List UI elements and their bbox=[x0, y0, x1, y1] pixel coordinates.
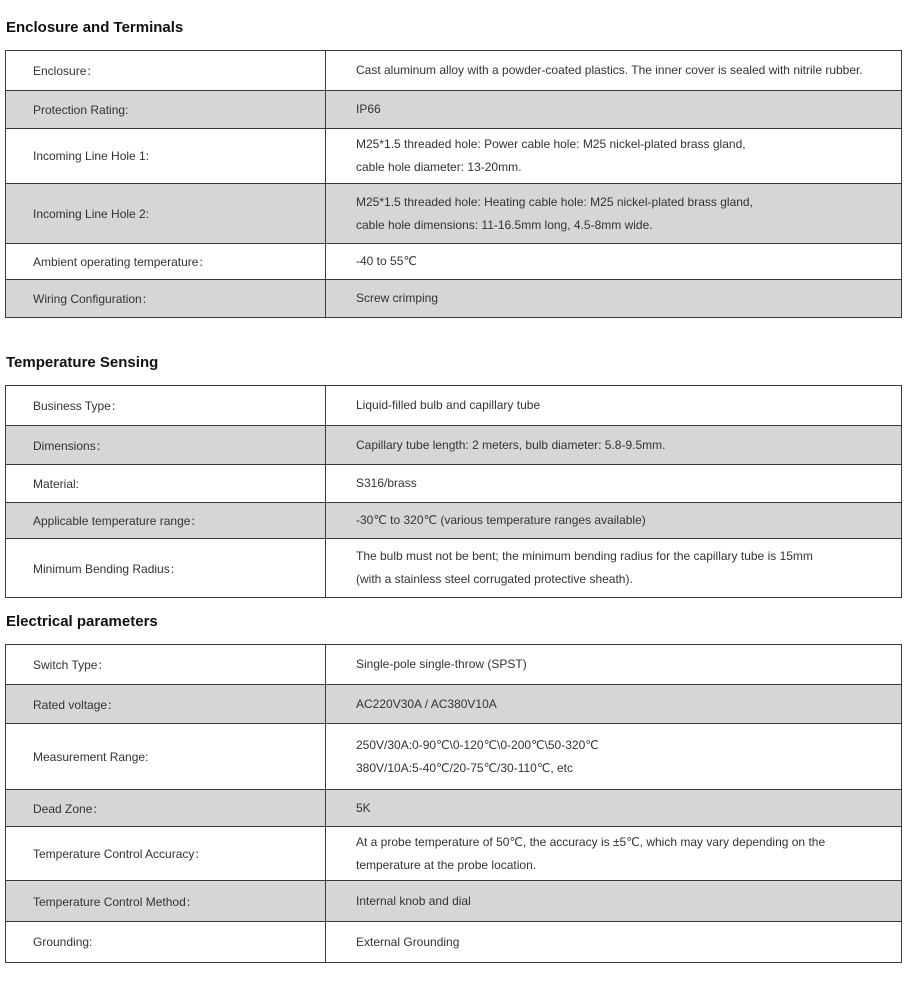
row-label: Dead Zone： bbox=[6, 790, 326, 827]
row-value bbox=[326, 465, 902, 503]
row-value bbox=[326, 645, 902, 685]
table-row bbox=[6, 790, 902, 827]
table-row bbox=[6, 685, 902, 724]
value-line: cable hole diameter: 13-20mm. bbox=[356, 160, 522, 174]
section-title-electrical: Electrical parameters bbox=[6, 613, 158, 630]
value-line: -30℃ to 320℃ (various temperature ranges available) bbox=[356, 513, 646, 527]
row-label: Business Type： bbox=[6, 386, 326, 426]
row-value bbox=[326, 685, 902, 724]
table-row bbox=[6, 129, 902, 184]
row-value bbox=[326, 244, 902, 280]
value-line: External Grounding bbox=[356, 934, 460, 949]
row-label: Minimum Bending Radius： bbox=[6, 539, 326, 598]
row-label: Protection Rating: bbox=[6, 91, 326, 129]
row-label: Temperature Control Accuracy： bbox=[6, 827, 326, 881]
table-row bbox=[6, 724, 902, 790]
row-value bbox=[326, 503, 902, 539]
table-row bbox=[6, 922, 902, 963]
value-line: 5K bbox=[356, 800, 371, 815]
row-label: Ambient operating temperature： bbox=[6, 244, 326, 280]
row-label: Wiring Configuration： bbox=[6, 280, 326, 318]
table-row bbox=[6, 386, 902, 426]
row-value bbox=[326, 922, 902, 963]
value-line: Liquid-filled bulb and capillary tube bbox=[356, 398, 541, 412]
row-label: Rated voltage： bbox=[6, 685, 326, 724]
value-line: Internal knob and dial bbox=[356, 893, 471, 908]
row-value bbox=[326, 51, 902, 91]
row-value bbox=[326, 280, 902, 318]
row-value bbox=[326, 426, 902, 465]
row-label: Switch Type： bbox=[6, 645, 326, 685]
row-label: Incoming Line Hole 2: bbox=[6, 184, 326, 244]
value-line: AC220V30A / AC380V10A bbox=[356, 696, 497, 711]
row-label: Material: bbox=[6, 465, 326, 503]
enclosure-spec-table bbox=[5, 50, 902, 318]
row-value bbox=[326, 129, 902, 184]
table-row bbox=[6, 881, 902, 922]
row-label: Applicable temperature range： bbox=[6, 503, 326, 539]
row-value bbox=[326, 386, 902, 426]
row-label: Enclosure： bbox=[6, 51, 326, 91]
section-title-temperature-sensing: Temperature Sensing bbox=[6, 354, 159, 371]
value-line: S316/brass bbox=[356, 476, 417, 490]
value-line: temperature at the probe location. bbox=[356, 857, 537, 872]
value-line: (with a stainless steel corrugated protective sheath). bbox=[356, 572, 633, 586]
value-line: 250V/30A:0-90℃\0-120℃\0-200℃\50-320℃ bbox=[356, 737, 599, 752]
value-line: M25*1.5 threaded hole: Power cable hole: M25 nickel-plated brass gland, bbox=[356, 137, 746, 151]
row-value bbox=[326, 724, 902, 790]
value-line: IP66 bbox=[356, 102, 381, 116]
row-label: Grounding: bbox=[6, 922, 326, 963]
value-line: Screw crimping bbox=[356, 291, 439, 305]
row-label: Measurement Range: bbox=[6, 724, 326, 790]
row-value bbox=[326, 881, 902, 922]
value-line: Single-pole single-throw (SPST) bbox=[356, 657, 527, 671]
row-value bbox=[326, 790, 902, 827]
table-row bbox=[6, 645, 902, 685]
table-row bbox=[6, 51, 902, 91]
section-title-enclosure: Enclosure and Terminals bbox=[6, 19, 184, 36]
row-label: Incoming Line Hole 1: bbox=[6, 129, 326, 184]
table-row bbox=[6, 184, 902, 244]
row-value bbox=[326, 91, 902, 129]
value-line: 380V/10A:5-40℃/20-75℃/30-110℃, etc bbox=[356, 760, 574, 775]
table-row bbox=[6, 244, 902, 280]
row-label: Temperature Control Method： bbox=[6, 881, 326, 922]
table-row bbox=[6, 539, 902, 598]
table-row bbox=[6, 426, 902, 465]
value-line: The bulb must not be bent; the minimum bending radius for the capillary tube is 15mm bbox=[356, 549, 813, 563]
value-line: At a probe temperature of 50℃, the accuracy is ±5℃, which may vary depending on the bbox=[356, 834, 826, 849]
table-row bbox=[6, 91, 902, 129]
row-label: Dimensions： bbox=[6, 426, 326, 465]
value-line: -40 to 55℃ bbox=[356, 254, 417, 268]
row-value bbox=[326, 184, 902, 244]
table-row bbox=[6, 827, 902, 881]
electrical-spec-table bbox=[5, 644, 902, 963]
table-row bbox=[6, 465, 902, 503]
table-row bbox=[6, 503, 902, 539]
value-line: Capillary tube length: 2 meters, bulb diameter: 5.8-9.5mm. bbox=[356, 437, 666, 452]
row-value bbox=[326, 827, 902, 881]
table-row bbox=[6, 280, 902, 318]
value-line: M25*1.5 threaded hole: Heating cable hole: M25 nickel-plated brass gland, bbox=[356, 194, 753, 209]
value-line: cable hole dimensions: 11-16.5mm long, 4.5-8mm wide. bbox=[356, 217, 653, 232]
value-line: Cast aluminum alloy with a powder-coated plastics. The inner cover is sealed with nitrile rubber. bbox=[356, 63, 863, 77]
row-value bbox=[326, 539, 902, 598]
temperature-sensing-spec-table bbox=[5, 385, 902, 598]
